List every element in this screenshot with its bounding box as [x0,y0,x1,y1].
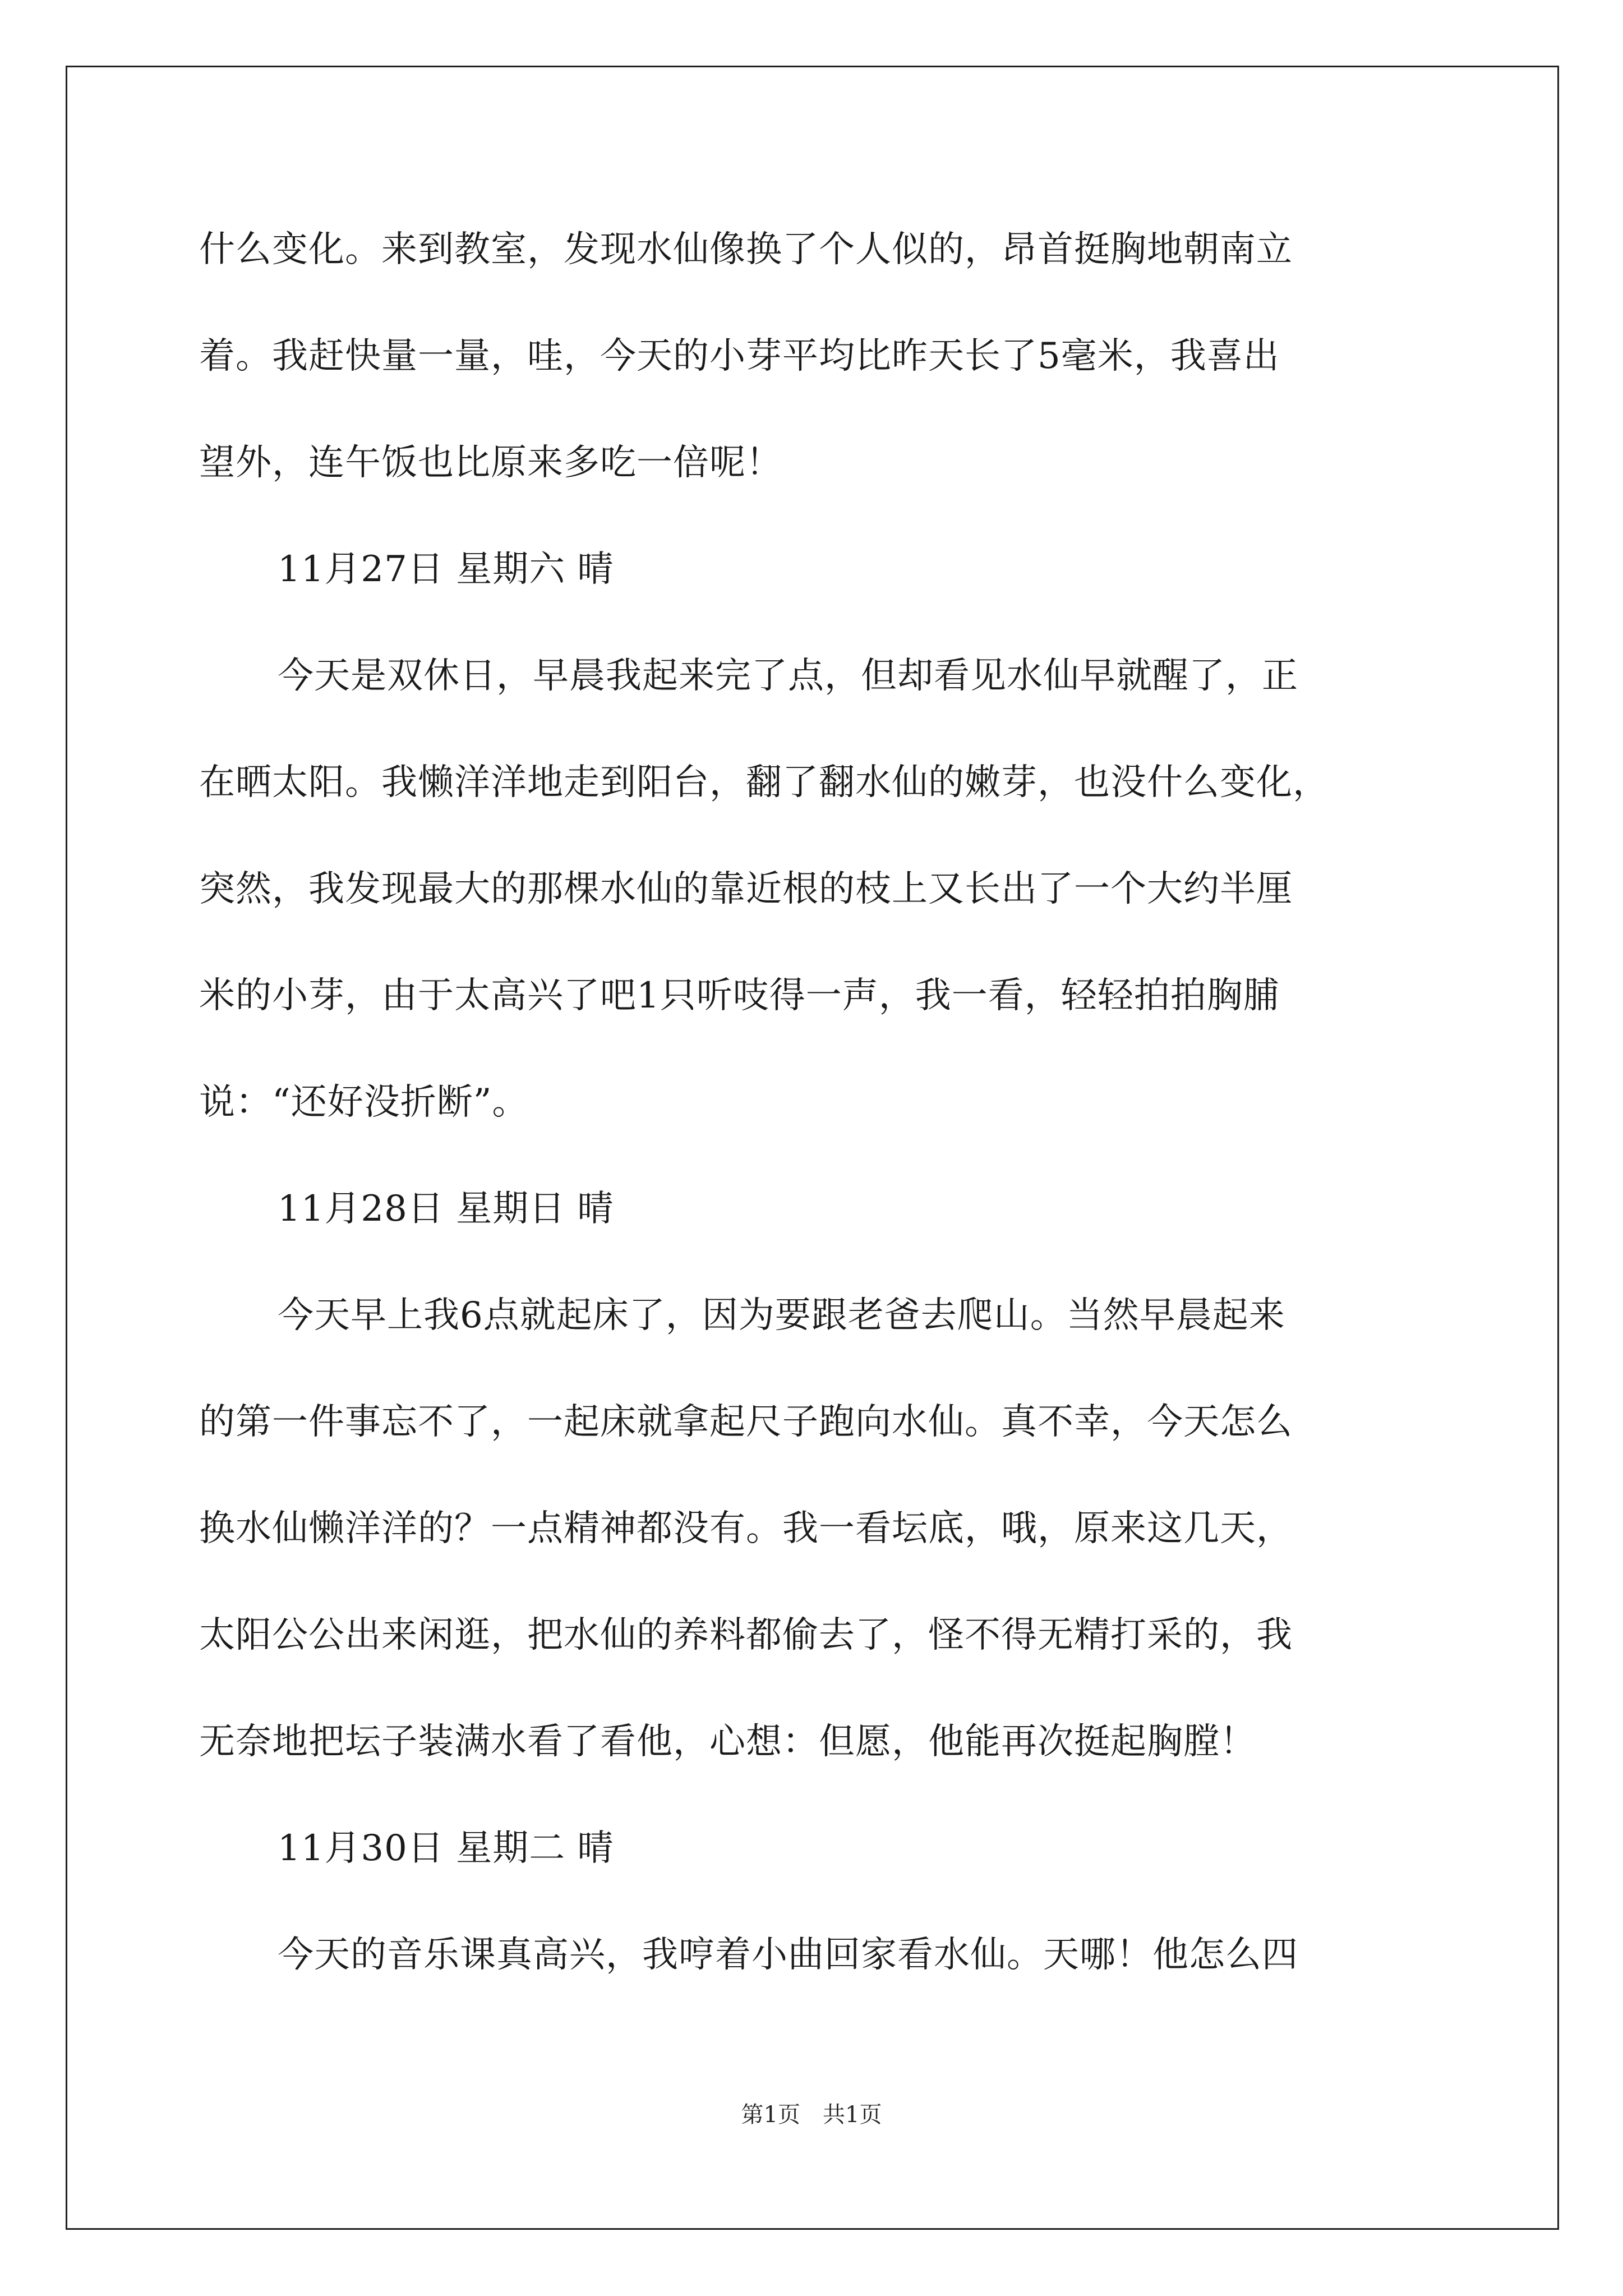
text-line: 换水仙懒洋洋的？一点精神都没有。我一看坛底，哦，原来这几天， [199,1508,1293,1549]
text-line: 的第一件事忘不了，一起床就拿起尺子跑向水仙。真不幸，今天怎么 [199,1401,1293,1443]
text-line: 说：“还好没折断”。 [199,1082,529,1123]
text-line: 米的小芽，由于太高兴了吧1只听吱得一声，我一看，轻轻拍拍胸脯 [199,975,1280,1016]
diary-date-heading: 11月27日 星期六 晴 [278,549,614,590]
paragraph-first-line: 今天是双休日，早晨我起来完了点，但却看见水仙早就醒了，正 [278,655,1298,697]
paragraph-first-line: 今天的音乐课真高兴，我哼着小曲回家看水仙。天哪！他怎么四 [278,1934,1298,1976]
page-footer: 第1页 共1页 [741,2102,882,2128]
text-line: 望外，连午饭也比原来多吃一倍呢！ [199,442,782,484]
text-line: 无奈地把坛子装满水看了看他，心想：但愿，他能再次挺起胸膛！ [199,1721,1256,1763]
text-line: 太阳公公出来闲逛，把水仙的养料都偷去了，怪不得无精打采的，我 [199,1614,1293,1656]
diary-date-heading: 11月30日 星期二 晴 [278,1828,614,1869]
page-border [66,66,1559,2230]
text-line: 什么变化。来到教室，发现水仙像换了个人似的，昂首挺胸地朝南立 [199,229,1293,270]
paragraph-first-line: 今天早上我6点就起床了，因为要跟老爸去爬山。当然早晨起来 [278,1295,1285,1336]
text-line: 突然，我发现最大的那棵水仙的靠近根的枝上又长出了一个大约半厘 [199,868,1293,910]
text-line: 在晒太阳。我懒洋洋地走到阳台，翻了翻水仙的嫩芽，也没什么变化， [199,762,1329,803]
text-line: 着。我赶快量一量，哇，今天的小芽平均比昨天长了5毫米，我喜出 [199,335,1280,377]
diary-date-heading: 11月28日 星期日 晴 [278,1188,614,1230]
